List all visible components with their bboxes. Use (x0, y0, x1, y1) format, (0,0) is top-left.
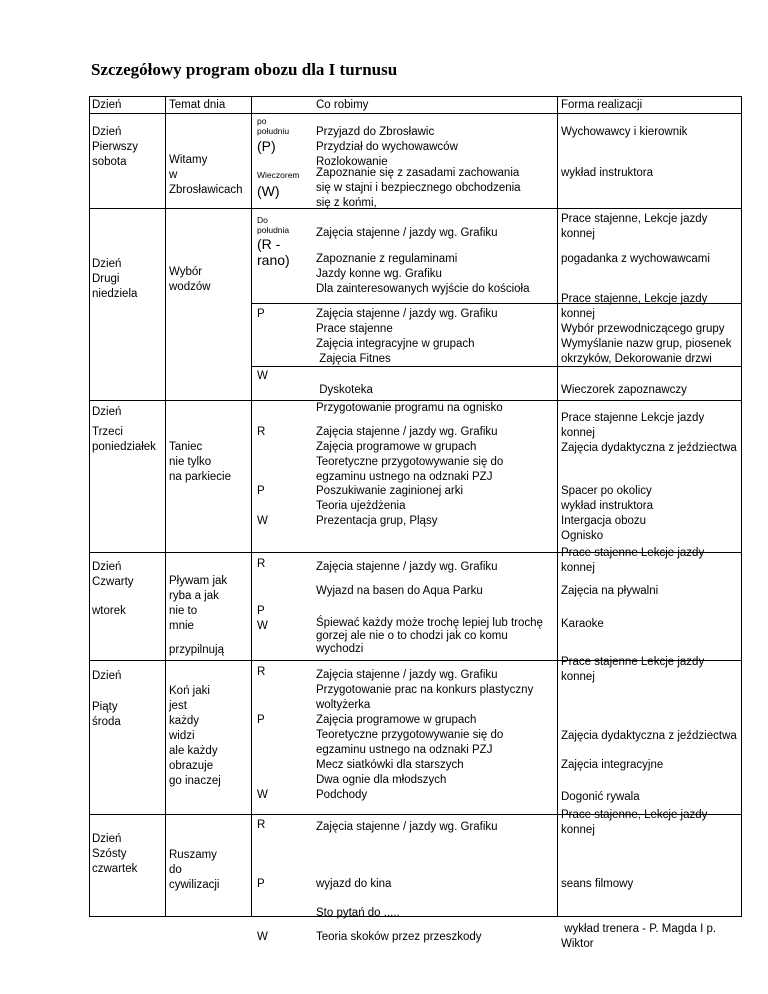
activity-cell: Przyjazd do Zbrosławic Przydział do wychowawców Rozlokowanie (316, 126, 458, 168)
activity-cell: Podchody (316, 789, 368, 801)
time-slot-code: P (257, 485, 265, 497)
form-cell: Zajęcia na pływalni (561, 585, 659, 597)
day-cell: Trzeci poniedziałek (92, 426, 156, 453)
header-day: Dzień (92, 99, 122, 111)
time-slot-code: R (257, 819, 266, 831)
form-cell: Dogonić rywala (561, 791, 640, 803)
activity-cell: Przygotowanie programu na ognisko (316, 402, 503, 414)
column-divider-topic (251, 96, 252, 917)
topic-cell: przypilnują (169, 644, 224, 656)
form-cell: wykład trenera - P. Magda I p. Wiktor (561, 923, 717, 950)
day-cell: Dzień Drugi niedziela (92, 258, 138, 300)
activity-cell: Wyjazd na basen do Aqua Parku (316, 585, 483, 597)
time-slot-code: P W (257, 605, 268, 632)
form-cell: Karaoke (561, 618, 604, 630)
activity-cell: Zajęcia stajenne / jazdy wg. Grafiku Prace stajenne Zajęcia integracyjne w grupach Zajęcia Fitnes (316, 308, 498, 365)
header-activity: Co robimy (316, 99, 369, 111)
form-cell: Spacer po okolicy wykład instruktora (561, 485, 654, 512)
form-cell: wykład instruktora (561, 167, 654, 179)
day-cell: wtorek (92, 605, 126, 617)
form-cell: Zajęcia integracyjne (561, 759, 664, 771)
time-slot-label: po południu (257, 116, 290, 136)
header-divider (89, 113, 741, 114)
topic-cell: Pływam jak ryba a jak nie to mnie (169, 575, 228, 632)
activity-cell: Zajęcia stajenne / jazdy wg. Grafiku Przygotowanie prac na konkurs plastyczny woltyżerka (316, 669, 534, 711)
table-border-right (741, 96, 742, 917)
time-slot-code: P (257, 714, 265, 726)
time-slot-code: (R - rano) (257, 236, 290, 268)
time-slot-code: R (257, 558, 266, 570)
day-cell: Dzień (92, 670, 122, 682)
document-title: Szczegółowy program obozu dla I turnusu (91, 60, 398, 79)
form-cell: Prace stajenne, Lekcje jazdy konnej (561, 809, 708, 836)
day-cell: Dzień Szósty czwartek (92, 833, 138, 875)
topic-cell: Koń jaki jest każdy widzi ale każdy obrazuje go inaczej (169, 685, 221, 787)
time-slot-code: W (257, 370, 268, 382)
topic-cell: Ruszamy do cywilizacji (169, 849, 220, 891)
form-cell: Prace stajenne, Lekcje jazdy konnej (561, 213, 708, 240)
table-border-left (89, 96, 90, 917)
topic-cell: Wybór wodzów (169, 266, 211, 293)
time-slot-code: R (257, 426, 266, 438)
activity-cell: wyjazd do kina (316, 878, 392, 890)
activity-cell: Zapoznanie się z zasadami zachowania się w stajni i bezpiecznego obchodzenia się z końmi, (316, 167, 521, 209)
header-form: Forma realizacji (561, 99, 643, 111)
day-cell: Piąty środa (92, 701, 121, 728)
topic-cell: Witamy w Zbrosławicach (169, 154, 243, 196)
column-divider-day (165, 96, 166, 917)
form-cell: Wieczorek zapoznawczy (561, 384, 687, 396)
form-cell: Prace stajenne, Lekcje jazdy konnej Wybór przewodniczącego grupy Wymyślanie nazw grup, piosenek okrzyków, Dekorowanie drzwi (561, 293, 732, 365)
activity-cell: Sto pytań do ..... (316, 907, 400, 919)
activity-cell: Zajęcia programowe w grupach Teoretyczne przygotowywanie się do egzaminu ustnego na odznaki PZJ Mecz siatkówki dla starszych Dwa ognie dla młodszych (316, 714, 504, 786)
time-slot-label: Do południa (257, 215, 290, 235)
activity-cell: Zapoznanie z regulaminami Jazdy konne wg. Grafiku Dla zainteresowanych wyjście do kościoła (316, 253, 530, 295)
form-cell: seans filmowy (561, 878, 634, 890)
activity-cell: Zajęcia stajenne / jazdy wg. Grafiku (316, 821, 498, 833)
table-border-bottom (89, 916, 741, 917)
column-divider-activity (557, 96, 558, 917)
time-slot-code: (W) (257, 183, 280, 199)
form-cell: Prace stajenne Lekcje jazdy konnej Zajęcia dydaktyczna z jeździectwa (561, 412, 737, 454)
activity-cell: Śpiewać każdy może trochę lepiej lub trochę gorzej ale nie o to chodzi jak co komu wychodzi (316, 617, 543, 655)
activity-cell: Zajęcia stajenne / jazdy wg. Grafiku (316, 561, 498, 573)
day-cell: Dzień Czwarty (92, 561, 134, 588)
topic-cell: Taniec nie tylko na parkiecie (169, 441, 232, 483)
time-slot-code: R (257, 666, 266, 678)
day-cell: Dzień (92, 406, 122, 418)
time-slot-code: P (257, 878, 265, 890)
time-slot-code: (P) (257, 138, 276, 154)
activity-cell: Teoria skoków przez przeszkody (316, 931, 482, 943)
activity-cell: Prezentacja grup, Pląsy (316, 515, 438, 527)
form-cell: Prace stajenne Lekcje jazdy konnej (561, 547, 705, 574)
time-slot-code: W (257, 931, 268, 943)
form-cell: Zajęcia dydaktyczna z jeździectwa (561, 730, 737, 742)
form-cell: pogadanka z wychowawcami (561, 253, 710, 265)
form-cell: Prace stajenne Lekcje jazdy konnej (561, 656, 705, 683)
table-border-top (89, 96, 741, 97)
header-topic: Temat dnia (169, 99, 226, 111)
activity-cell: Dyskoteka (316, 384, 373, 396)
time-slot-code: W (257, 515, 268, 527)
form-cell: Intergacja obozu Ognisko (561, 515, 647, 542)
activity-cell: Zajęcia stajenne / jazdy wg. Grafiku Zajęcia programowe w grupach Teoretyczne przygotowywanie się do egzaminu ustnego na odznaki PZJ (316, 426, 504, 483)
time-slot-label: Wieczorem (257, 170, 300, 180)
time-slot-code: W (257, 789, 268, 801)
form-cell: Wychowawcy i kierownik (561, 126, 688, 138)
activity-cell: Zajęcia stajenne / jazdy wg. Grafiku (316, 227, 498, 239)
time-slot-code: P (257, 308, 265, 320)
activity-cell: Poszukiwanie zaginionej arki Teoria ujeżdżenia (316, 485, 464, 512)
day-cell: Dzień Pierwszy sobota (92, 126, 139, 168)
